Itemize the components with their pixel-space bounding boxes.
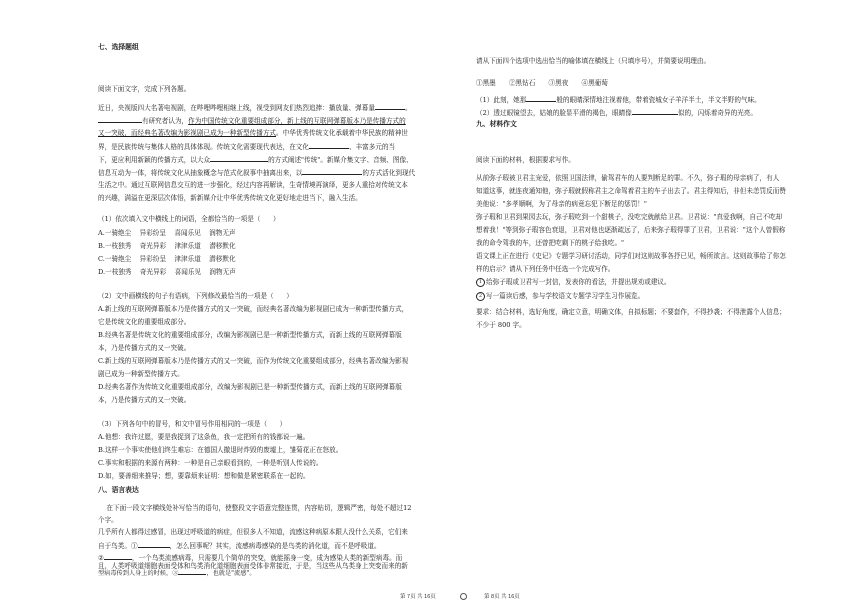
number-2-icon: 2 <box>476 292 485 301</box>
number-1-icon: 1 <box>476 278 485 287</box>
material-line-6: 我的命令驾我的车，还曾把吃剩下的桃子给我吃。" <box>476 239 625 247</box>
q3-option-a: A.他想：我许过愿，要是我捉到了这条鱼，我一定把所有的钱都说一遍。 <box>98 433 310 441</box>
q2-option-a-1: A.新上线的互联网弹幕版本乃是传播方式的又一突破，而经典名著改编为影视剧已成为一种新型传播方式， <box>98 305 409 313</box>
essay-read-instruction: 阅读下面的材料，根据要求写作。 <box>476 156 575 164</box>
requirement-line-2: 不少于 800 字。 <box>476 321 526 329</box>
q1-option-c: C.一骑绝尘 异彩纷呈 津津乐道 潜移默化 <box>98 255 236 263</box>
vehicle-options: ①黑墨 ②黑钻石 ③黑夜 ④黑葡萄 <box>476 79 608 87</box>
material-line-4: 弥子瑕和卫君到果园去玩，弥子瑕吃到一个甜桃子，没吃完就献给卫君。卫君说："真爱我啊，自己不吃却 <box>476 213 783 221</box>
question-3: （3）下列各句中的冒号，和文中冒号作用相同的一项是（ ） <box>98 420 287 428</box>
q3-option-d: D.如，要善细来推导；想，要靠烦来证明：想和做是紧密联系在一起的。 <box>98 472 310 480</box>
q2-option-a-2: 它是传统文化的重要组成部分。 <box>98 318 191 326</box>
q2-option-c-1: C.新上线的互联网弹幕版本乃是传播方式的又一突破，而作为传统文化重要组成部分，经典名著改编为影视 <box>98 357 409 365</box>
q1-option-a: A.一骑绝尘 异彩纷呈 喜闻乐见 润物无声 <box>98 229 236 237</box>
page-separator-icon <box>460 593 467 600</box>
q1-option-d: D.一枝独秀 奇光异彩 喜闻乐见 润物无声 <box>98 268 236 276</box>
left-page-number: 第 7页 共 16页 <box>400 594 436 600</box>
passage-line-8: 的兴趣，满溢在更深层次体悟，新新媒介让中华优秀传统文化更好地走进当下，融入生活。 <box>98 194 362 202</box>
passage-line-5: 下，更应利用新颖的传播方式，以大众 的方式阐述"传统"。新媒介集文字、音频、图像、 <box>98 153 413 167</box>
page-footer <box>0 592 860 604</box>
blank-3 <box>178 566 206 575</box>
passage-line-3: 又一突破，而经典名著改编为影视剧已成为一种新型传播方式。中华优秀传统文化承载着中华民族的精神世 <box>98 129 408 137</box>
material-line-3: 美他说："多孝顺啊，为了母亲的病竟忘犯下断足的惩罚！" <box>476 200 647 208</box>
requirement-line-1: 要求：结合材料，选好角度，确定立意，明确文体，自拟标题；不要套作，不得抄袭；不得泄露个人信息； <box>476 308 786 316</box>
passage-line-7: 生活之中。通过互联网信息交互的进一步强化，经过内容再解读，生奇情境再演绎，更多人重拾对传统文本 <box>98 181 408 189</box>
section-9-heading: 九、材料作文 <box>476 120 517 128</box>
material-line-8: 样的启示？请从下列任务中任选一个完成写作。 <box>476 265 615 273</box>
material-line-2: 知道这事，就连夜通知他，弥子瑕就假称君主之命驾着君主的车子出去了。君主得知后，非但未恙罚反而赞 <box>476 187 786 195</box>
q2-option-b-2: 本，乃是传播方式的又一突破。 <box>98 344 191 352</box>
q1-option-b: B.一枝独秀 奇光异彩 津津乐道 潜移默化 <box>98 242 236 250</box>
q3-option-b: B.这样一个事实使他们终生难忘：在德国人撤退时炸毁的废墟上，雏菊花正在怒放。 <box>98 446 343 454</box>
lang-line-7: 型病毒传到人身上的时候，③ ，也就是"流感"。 <box>98 566 255 578</box>
passage-line-1: 近日，央视版四大名著电视剧，在哔哩哔哩相继上线，视受到网友们热烈追捧：播放量、弹幕量 。 <box>98 101 412 115</box>
question-1: （1）依次填入文中横线上的词语，全都恰当的一项是（ ） <box>98 215 280 223</box>
passage-line-4: 界，是民族传统与集体人格的具体体现。传统文化需要现代表达，在文化 、丰富多元的当 <box>98 140 395 154</box>
vehicle-instruction: 请从下面四个选项中选出恰当的喻体填在横线上（只填序号），并简要说明理由。 <box>476 57 711 65</box>
q2-option-c-2: 剧已成为一种新型传播方式。 <box>98 370 184 378</box>
reading-intro: 阅读下面文字，完成下列各题。 <box>98 85 191 93</box>
lang-line-4: 自于鸟类。① ，怎么回事呢？其实，流感病毒感染的是鸟类的消化道，而不是呼吸道。 <box>98 539 381 552</box>
question-2: （2）文中画横线的句子有语病，下列修改最恰当的一项是（ ） <box>98 292 293 300</box>
lang-line-2: 个字。 <box>98 516 118 524</box>
q2-option-d-1: D.经典名著作为传统文化重要组成部分，改编为影视剧已是一种新型传播方式，而新上线的互联网弹幕版 <box>98 383 402 391</box>
lang-line-1: 在下面一段文字横线处补写恰当的语句，使整段文字语意完整连贯，内容贴切，逻辑严密，每处不超过12 <box>98 504 412 512</box>
lang-line-6: 且，人类呼吸道细胞表面受体和鸟类消化道细胞表面受体非常接近，于是，当这些从鸟类身上突变而来的新 <box>98 562 408 570</box>
section-7-heading: 七、选择题组 <box>98 43 139 51</box>
lang-line-3: 几乎所有人都得过感冒，出现过呼吸道的病症，但很多人不知道，流感这种病原本跟人没什么关系，它们来 <box>98 528 408 536</box>
q2-option-d-2: 本，乃是传播方式的又一突破。 <box>98 396 191 404</box>
material-line-5: 想着我！"等到弥子瑕容色衰退，卫君对他也逐渐疏远了，后来弥子瑕得罪了卫君，卫君说："这个人曾假称 <box>476 226 786 234</box>
section-8-heading: 八、语言表达 <box>98 486 139 494</box>
material-line-1: 从前弥子瑕被卫君主宠爱，依照卫国法律，偷驾君车的人要判断足的罪。不久，弥子瑕的母亲病了，有人 <box>476 174 780 182</box>
task-2: 2 写一篇读后感，参与学校语文专题学习学生习作展览。 <box>476 290 644 303</box>
q3-option-c: C.事实和根据的来源有两种：一种是自己亲眼看到的，一种是听别人传说的。 <box>98 459 323 467</box>
task-1: 1 给弥子瑕或卫君写一封信，发表你的看法，并提出规劝或建议。 <box>476 276 671 289</box>
sentence-2: （2）透过眼镜望去，姑娘的脸显平滑的褐色，眼睛像 似的，闪烁着奇异的光亮。 <box>476 106 757 120</box>
sentence-1: （1）此刻，她那 般的眼睛深情地注视着他，带着瓷城女子羊洋半土，半文半野的气味。 <box>476 93 761 107</box>
material-line-7: 语文课上正在进行《史记》专题学习研讨活动，同学们对这则故事各抒已见，畅所欲言。这则故事给了你怎 <box>476 252 786 260</box>
lang-line-5: ② ，一个鸟类流感病毒，只需要几个简单的突变，就能摇身一变，成为感染人类的新型病毒。而 <box>98 551 402 564</box>
passage-line-6: 信息互动为一体，将传统文化从抽象概念与范式化叙事中抽离出来，以 的方式活化到现代 <box>98 166 415 180</box>
right-page-number: 第 8页 共 16页 <box>484 594 520 600</box>
q2-option-b-1: B.经典名著是传统文化的重要组成部分，改编为影视剧已是一种新型传播方式，而新上线的互联网弹幕版 <box>98 331 402 339</box>
passage-line-2: 有研究者认为，作为中国传统文化重要组成部分，新上线的互联网弹幕版本乃是传播方式的 <box>98 114 406 128</box>
